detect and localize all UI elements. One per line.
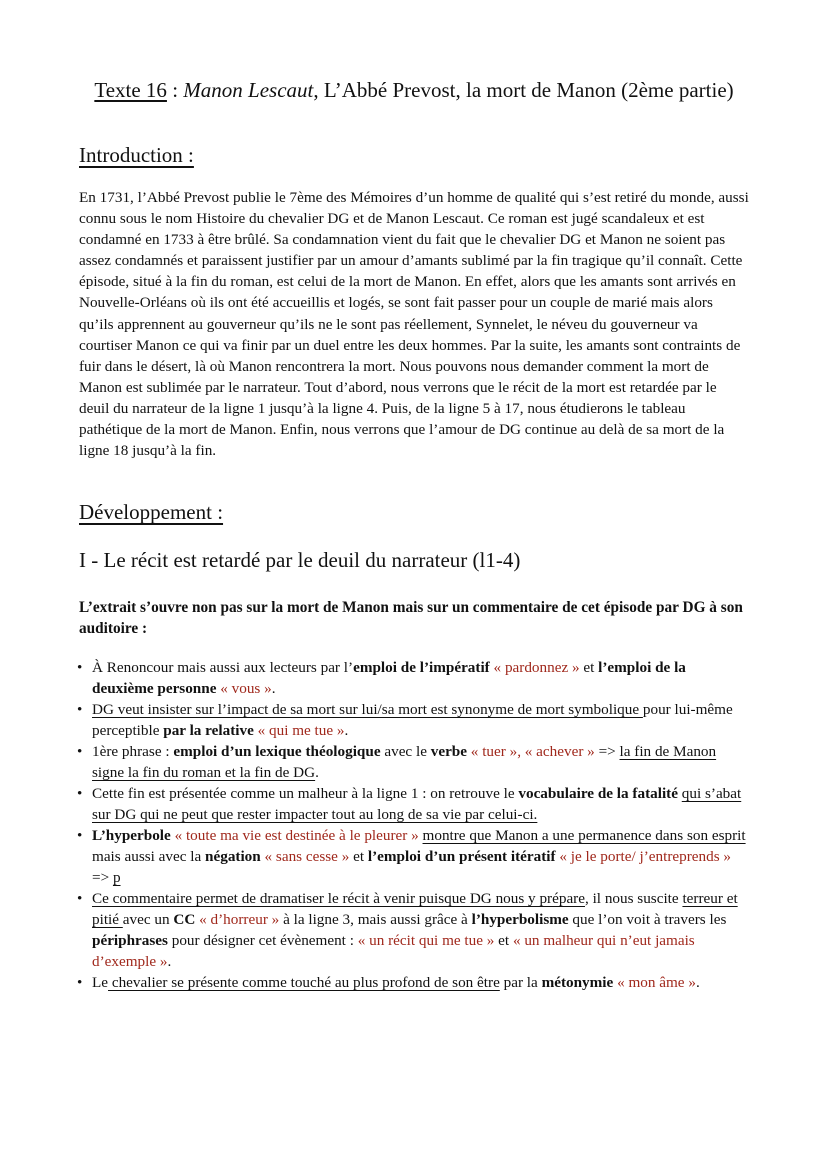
list-item: • À Renoncour mais aussi aux lecteurs par l’emploi de l’impératif « pardonnez » et l’emploi de la deuxième personne « vous ». xyxy=(79,657,751,699)
page-title xyxy=(0,78,828,103)
section-lead-paragraph: L’extrait s’ouvre non pas sur la mort de Manon mais sur un commentaire de cet épisode par DG à son auditoire : xyxy=(79,599,743,637)
title-text-number: Texte 16 xyxy=(94,78,167,102)
list-item: • 1ère phrase : emploi d’un lexique théologique avec le verbe « tuer », « achever » => la fin de Manon signe la fin du roman et la fin de DG. xyxy=(79,741,751,783)
section-heading-1: I - Le récit est retardé par le deuil du narrateur (l1-4) xyxy=(79,548,521,572)
development-heading: Développement : xyxy=(79,500,224,524)
title-work: Manon Lescaut xyxy=(183,78,314,102)
introduction-heading: Introduction : xyxy=(79,143,194,167)
analysis-bullet-list xyxy=(79,657,751,993)
title-separator: : xyxy=(166,78,184,102)
list-item: • Ce commentaire permet de dramatiser le récit à venir puisque DG nous y prépare, il nous suscite terreur et pitié avec un CC « d’horreur » à la ligne 3, mais aussi grâce à l’hyperbolisme que l’on voit à travers les périphrases pour désigner cet évènement : « un récit qui me tue » et « un malheur qui n’eut jamais d’exemple ». xyxy=(79,888,751,972)
list-item: • Cette fin est présentée comme un malheur à la ligne 1 : on retrouve le vocabulaire de la fatalité qui s’abat sur DG qui ne peut que rester impacter tout au long de sa vie par celui-ci. xyxy=(79,783,751,825)
list-item: • Le chevalier se présente comme touché au plus profond de son être par la métonymie « mon âme ». xyxy=(79,972,751,993)
list-item: • L’hyperbole « toute ma vie est destinée à le pleurer » montre que Manon a une permanence dans son esprit mais aussi avec la négation « sans cesse » et l’emploi d’un présent itératif « je le porte/ j’entreprends » => p xyxy=(79,825,751,888)
title-rest: , L’Abbé Prevost, la mort de Manon (2ème partie) xyxy=(313,78,734,102)
list-item: • DG veut insister sur l’impact de sa mort sur lui/sa mort est synonyme de mort symbolique pour lui-même perceptible par la relative « qui me tue ». xyxy=(79,699,751,741)
introduction-paragraph: En 1731, l’Abbé Prevost publie le 7ème des Mémoires d’un homme de qualité qui s’est retiré du monde, aussi connu sous le nom Histoire du chevalier DG et de Manon Lescaut. Ce roman est jugé scandaleux et est condamné en 1733 à être brûlé. Sa condamnation vient du fait que le chevalier DG et Manon ne soient pas assez condamnés et paraissent justifier par un amour d’amants sublimé par la fin tragique qu’il connaît. Cette épisode, situé à la fin du roman, est celui de la mort de Manon. En effet, alors que les amants sont arrivés en Nouvelle-Orléans où ils ont été accueillis et logés, se sont fait passer pour un couple de marié mais alors qu’ils apprennent au gouverneur qu’ils ne le sont pas réellement, Synnelet, le néveu du gouverneur va courtiser Manon ce qui va finir par un duel entre les deux hommes. Par la suite, les amants sont contraints de fuir dans le désert, là où Manon rencontrera la mort. Nous pouvons nous demander comment la mort de Manon est sublimée par le narrateur. Tout d’abord, nous verrons que le récit de la mort est retardée par le deuil du narrateur de la ligne 1 jusqu’à la ligne 4. Puis, de la ligne 5 à 17, nous étudierons le tableau pathétique de la mort de Manon. Enfin, nous verrons que l’amour de DG continue au delà de sa mort de la ligne 18 jusqu’à la fin. xyxy=(79,189,749,460)
